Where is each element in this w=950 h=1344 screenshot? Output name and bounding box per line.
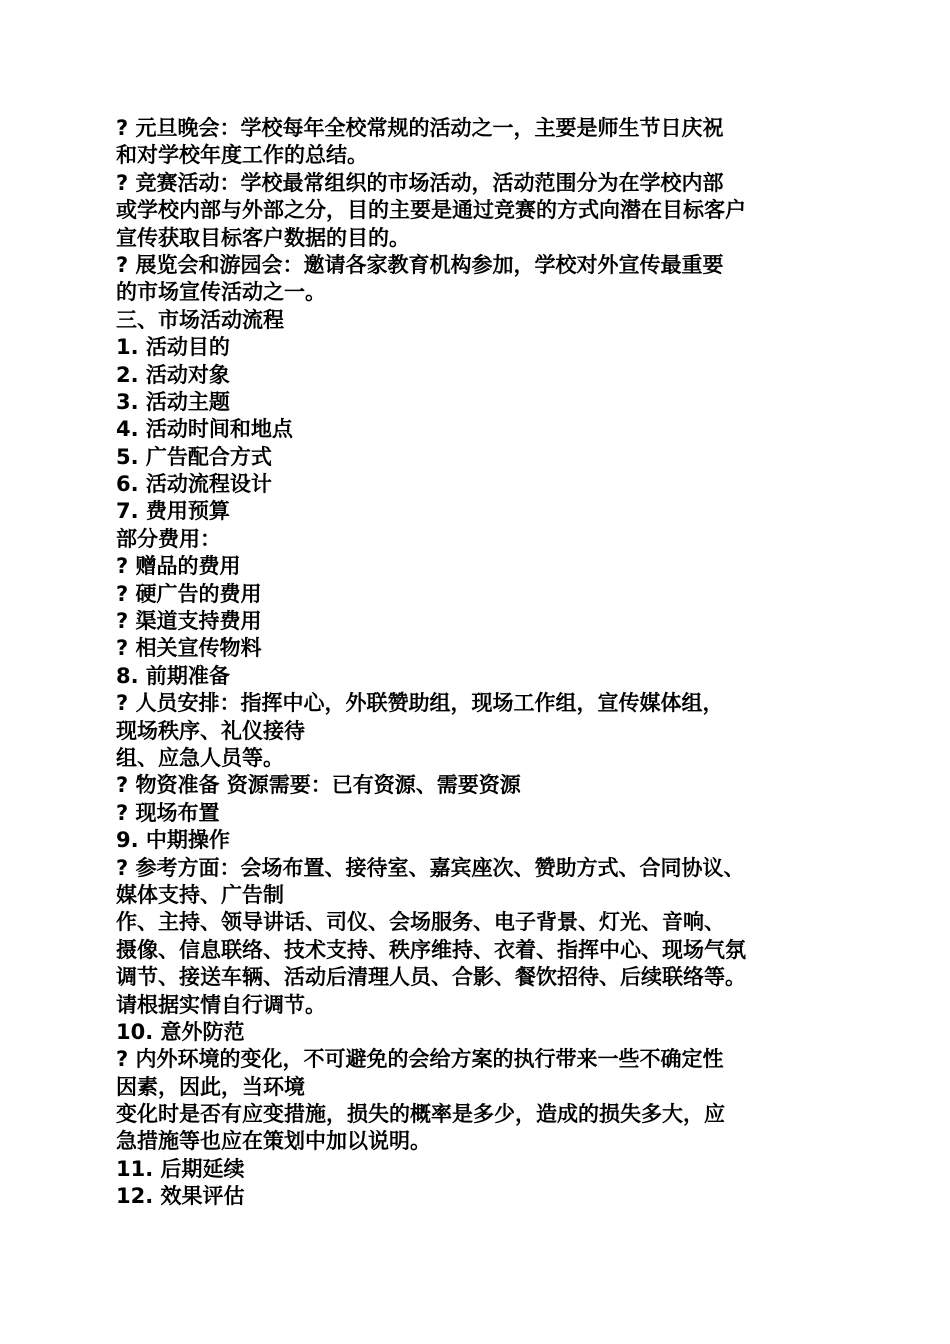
list-item: 1. 活动目的 <box>116 335 230 360</box>
text-line: 组、应急人员等。 <box>116 745 284 770</box>
text-line: 现场秩序、礼仪接待 <box>116 718 305 743</box>
text-line: 因素，因此，当环境 <box>116 1074 305 1099</box>
list-item: 11. 后期延续 <box>116 1156 245 1181</box>
list-item: 4. 活动时间和地点 <box>116 417 293 442</box>
section-heading: 三、市场活动流程 <box>116 307 284 332</box>
list-item: 12. 效果评估 <box>116 1184 245 1209</box>
list-item: 9. 中期操作 <box>116 828 230 853</box>
text-line: 和对学校年度工作的总结。 <box>116 143 368 168</box>
bullet-item: ? 现场布置 <box>116 800 220 825</box>
text-line: ? 竞赛活动：学校最常组织的市场活动，活动范围分为在学校内部 <box>116 170 724 195</box>
text-line: ? 展览会和游园会：邀请各家教育机构参加，学校对外宣传最重要 <box>116 252 724 277</box>
text-line: 媒体支持、广告制 <box>116 882 284 907</box>
bullet-item: ? 参考方面：会场布置、接待室、嘉宾座次、赞助方式、合同协议、 <box>116 855 745 880</box>
text-line: 部分费用： <box>116 526 221 551</box>
bullet-item: ? 赠品的费用 <box>116 554 241 579</box>
bullet-item: ? 相关宣传物料 <box>116 636 262 661</box>
text-line: 宣传获取目标客户数据的目的。 <box>116 225 410 250</box>
list-item: 2. 活动对象 <box>116 362 230 387</box>
bullet-item: ? 内外环境的变化，不可避免的会给方案的执行带来一些不确定性 <box>116 1047 724 1072</box>
list-item: 3. 活动主题 <box>116 389 230 414</box>
list-item: 6. 活动流程设计 <box>116 472 272 497</box>
bullet-item: ? 硬广告的费用 <box>116 581 262 606</box>
list-item: 7. 费用预算 <box>116 499 230 524</box>
bullet-item: ? 渠道支持费用 <box>116 609 262 634</box>
list-item: 8. 前期准备 <box>116 663 230 688</box>
text-line: 作、主持、领导讲话、司仪、会场服务、电子背景、灯光、音响、 <box>116 910 725 935</box>
list-item: 5. 广告配合方式 <box>116 444 272 469</box>
text-line: 摄像、信息联络、技术支持、秩序维持、衣着、指挥中心、现场气氛 <box>116 937 746 962</box>
text-line: 变化时是否有应变措施，损失的概率是多少，造成的损失多大，应 <box>116 1102 725 1127</box>
document-body <box>116 115 846 1211</box>
text-line: 请根据实情自行调节。 <box>116 992 326 1017</box>
text-line: 调节、接送车辆、活动后清理人员、合影、餐饮招待、后续联络等。 <box>116 965 746 990</box>
text-line: ? 元旦晚会：学校每年全校常规的活动之一，主要是师生节日庆祝 <box>116 116 724 140</box>
list-item: 10. 意外防范 <box>116 1019 245 1044</box>
bullet-item: ? 物资准备 资源需要：已有资源、需要资源 <box>116 773 521 798</box>
text-line: 急措施等也应在策划中加以说明。 <box>116 1129 431 1154</box>
text-line: 或学校内部与外部之分，目的主要是通过竞赛的方式向潜在目标客户 <box>116 198 746 223</box>
text-line: 的市场宣传活动之一。 <box>116 280 326 305</box>
bullet-item: ? 人员安排：指挥中心，外联赞助组，现场工作组，宣传媒体组， <box>116 691 724 716</box>
